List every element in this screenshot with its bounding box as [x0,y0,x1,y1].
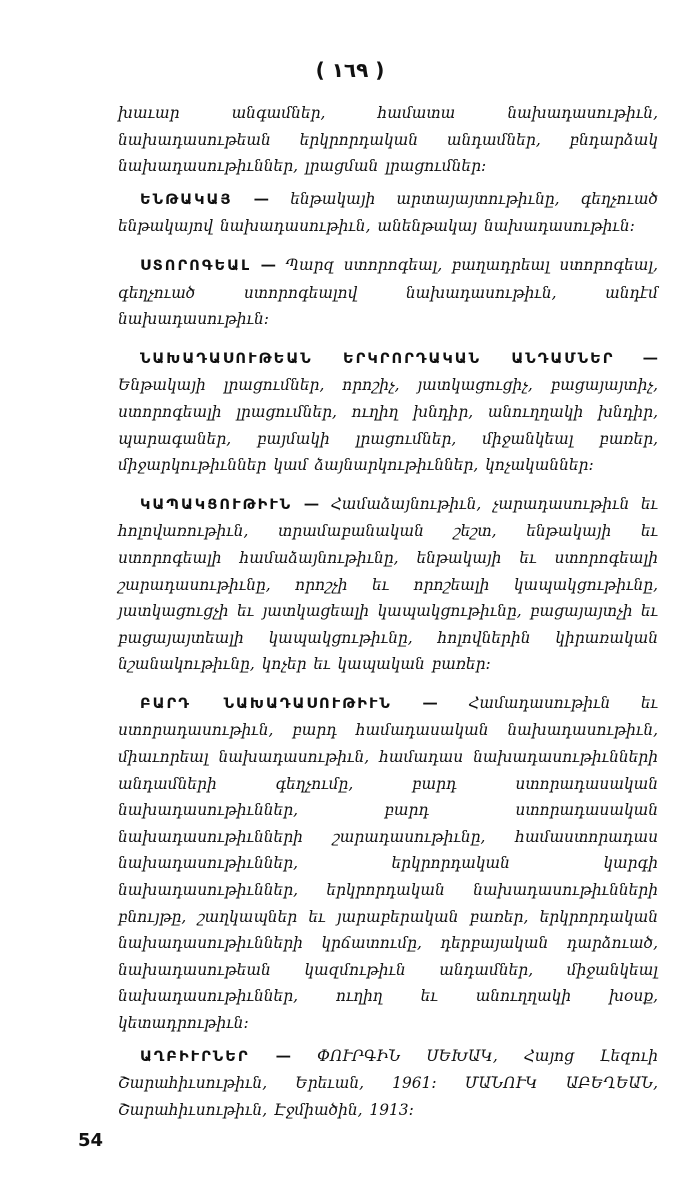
entry-agreement [118,491,658,678]
entry-heading: ԿԱՊԱԿՑՈՒԹԻՒՆ [140,495,293,513]
entry-dash: — [422,693,438,712]
entry-text: Պարզ ստորոգեալ, բաղադրեալ ստորոգեալ, գեղչուած ստորոգեալով նախադասութիւն, անդէմ նախադասութիւն: [118,255,658,329]
entry-predicate [118,252,658,333]
entry-heading: ՆԱԽԱԴԱՍՈՒԹԵԱՆ ԵՐԿՐՈՐԴԱԿԱՆ ԱՆԴԱՄՆԵՐ [140,349,615,367]
entry-subject [118,186,658,240]
entry-heading: ԵՆԹԱԿԱՅ [140,190,233,208]
entry-text: Ենթակայի լրացումներ, որոշիչ, յատկացուցիչ, բացայայտիչ, ստորոգեալի լրացումներ, ուղիղ խնդիր, անուղղակի խնդիր, պարագաներ, բայմակի լրացումներ, միջանկեալ բառեր, միջարկութիւններ կամ ձայնարկութիւններ, կոչականներ: [118,376,658,475]
entry-text: ՓՈՒՐԳԻՆ ՍԵԽԱԿ, Հայոց Լեզուի Շարահիւսութիւն, Երեւան, 1961: ՄԱՆՈՒԿ ԱԲԵՂԵԱՆ, Շարահիւսութիւն, Էջմիածին, 1913: [118,1046,658,1119]
paragraph-text: խաւար անգամներ, համատա նախադասութիւն, նախադասութեան երկրորդական անդամներ, բնդարձակ նախադասութիւններ, լրացման լրացումներ: [118,104,658,176]
entry-text: Համադասութիւն եւ ստորադասութիւն, բարդ համադասական նախադասութիւն, միաւորեալ նախադասութիւն, համադաս նախադասութիւնների անդամների գեղչումը, բարդ ստորադասական նախադասութիւններ, բարդ ստորադասական նախադասութիւնների շարադասութիւնը, համաստորադաս նախադասութիւններ, երկրորդական կարգի նախադասութիւններ, երկրորդական նախադասութիւնների բնույթը, շաղկապներ եւ յարաբերական բառեր, երկրորդական նախադասութիւնների կրճատումը, դերբայական դարձուած, նախադասութեան կազմութիւն անդամներ, միջանկեալ նախադասութիւններ, ուղիղ եւ անուղղակի խօսք, կետադրութիւն: [118,693,658,1032]
entry-dash: — [642,348,658,367]
entry-heading: ԲԱՐԴ ՆԱԽԱԴԱՍՈՒԹԻՒՆ [140,694,392,712]
entry-dash: — [260,255,277,274]
footer-page-number: 54 [78,1130,104,1151]
text-body [118,100,658,1123]
entry-text: Համաձայնութիւն, չարադասութիւն եւ հոլովառութիւն, տրամաբանական շեշտ, ենթակայի եւ ստորոգեալի համաձայնութիւնը, ենթակայի եւ ստորոգեալի շարադասութիւնը, որոշչի եւ որոշեալի կապակցութիւնը, յատկացուցչի եւ յատկացեալի կապակցութիւնը, բացայայտչի եւ բացայայտեալի կապակցութիւնը, հոլովներին կիրառական նշանակութիւնը, կոչեր եւ կապական բառեր: [118,494,658,674]
entry-secondary-members [118,345,658,479]
entry-dash: — [253,189,270,208]
entry-complex-sentence [118,690,658,1037]
entry-heading: ՍՏՈՐՈԳԵԱԼ [140,256,252,274]
paragraph-continuation [118,100,658,180]
entry-heading: ԱՂԲԻՒՐՆԵՐ [140,1047,250,1065]
entry-text: ենթակայի արտայայտութիւնը, գեղչուած ենթակայով նախադասութիւն, անենթակայ նախադասութիւն: [118,189,658,236]
entry-dash: — [275,1046,291,1065]
entry-dash: — [303,494,320,513]
entry-sources [118,1043,658,1124]
page-number: ( ١٦٩ ) [315,58,385,82]
